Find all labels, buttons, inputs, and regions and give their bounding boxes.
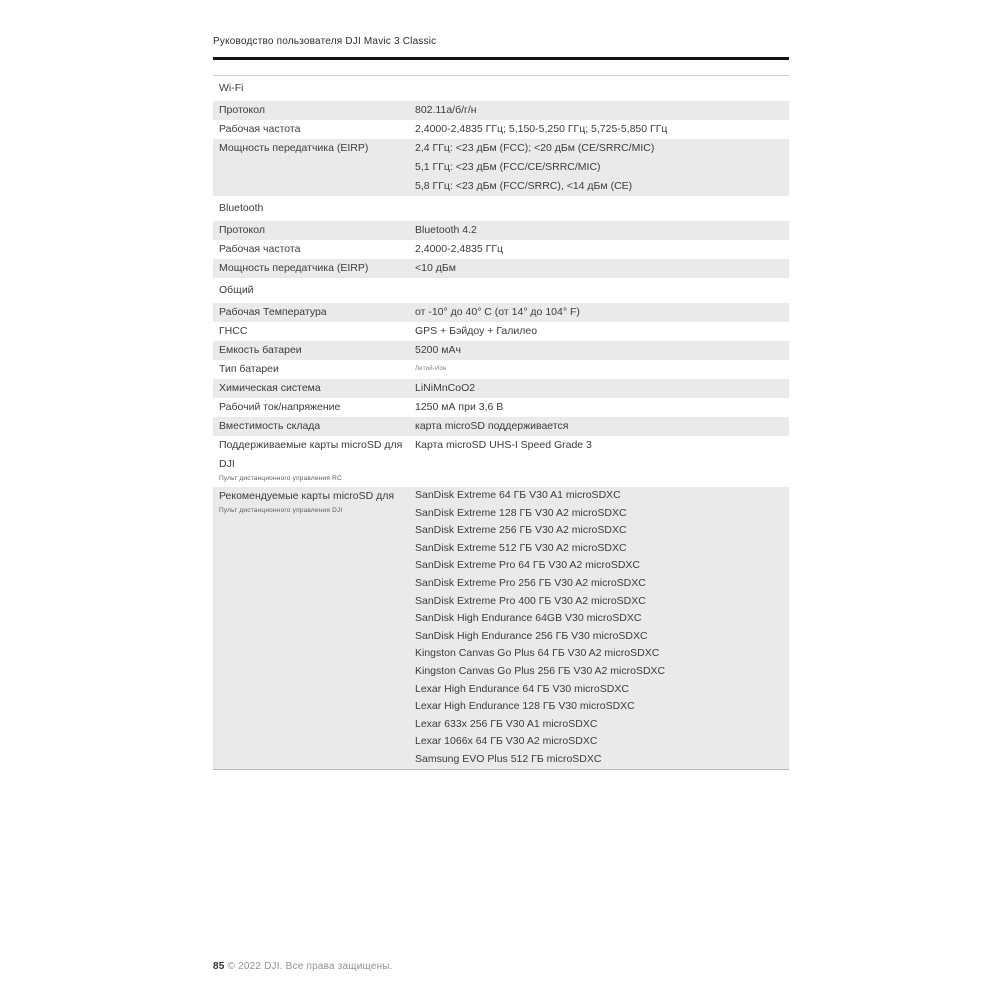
section-label	[213, 281, 254, 300]
spec-label-text: ГНСС	[219, 325, 248, 337]
spec-value	[415, 221, 789, 240]
spec-value	[415, 341, 789, 360]
spec-sublabel-text: Пульт дистанционного управления DJI	[219, 507, 343, 514]
spec-row	[213, 360, 789, 379]
spec-value	[415, 360, 789, 379]
spec-value-line: GPS + Бэйдоу + Галилео	[415, 325, 538, 337]
spec-value	[415, 240, 789, 259]
spec-table	[213, 75, 789, 770]
spec-label	[213, 240, 415, 259]
spec-value-line: 5200 мАч	[415, 344, 461, 356]
spec-label-text: Рабочая Температура	[219, 306, 327, 318]
spec-value-line: SanDisk Extreme Pro 400 ГБ V30 A2 microSDXC	[415, 594, 646, 607]
spec-value-line: 5,8 ГГц: <23 дБм (FCC/SRRC), <14 дБм (CE)	[415, 180, 633, 192]
spec-label	[213, 303, 415, 322]
spec-row	[213, 303, 789, 322]
spec-label	[213, 341, 415, 360]
spec-value-line: SanDisk Extreme 128 ГБ V30 A2 microSDXC	[415, 506, 627, 519]
section-label	[213, 79, 244, 98]
spec-value-line: Kingston Canvas Go Plus 256 ГБ V30 A2 microSDXC	[415, 664, 666, 677]
spec-value-line: SanDisk Extreme 512 ГБ V30 A2 microSDXC	[415, 541, 627, 554]
spec-label-text: Bluetooth	[219, 202, 264, 214]
spec-label-text: Общий	[219, 284, 254, 296]
spec-label	[213, 360, 415, 379]
spec-label-text: Тип батареи	[219, 363, 279, 375]
spec-value-line: Lexar 633x 256 ГБ V30 A1 microSDXC	[415, 717, 598, 730]
spec-value-line: SanDisk Extreme Pro 256 ГБ V30 A2 microSDXC	[415, 576, 646, 589]
spec-value-line: карта microSD поддерживается	[415, 420, 569, 432]
spec-value-line: Kingston Canvas Go Plus 64 ГБ V30 A2 microSDXC	[415, 647, 660, 660]
section-row	[213, 196, 789, 221]
spec-label-text: Емкость батареи	[219, 344, 302, 356]
spec-sublabel-text: Пульт дистанционного управления RC	[219, 475, 342, 482]
spec-label	[213, 398, 415, 417]
spec-value	[415, 139, 789, 196]
spec-row	[213, 259, 789, 278]
spec-row	[213, 487, 789, 769]
spec-value-line: Карта microSD UHS-I Speed Grade 3	[415, 439, 592, 451]
spec-value-line: SanDisk High Endurance 256 ГБ V30 microSDXC	[415, 629, 648, 642]
spec-row	[213, 139, 789, 196]
section-row	[213, 278, 789, 303]
spec-value-line: Samsung EVO Plus 512 ГБ microSDXC	[415, 752, 602, 765]
spec-value-line: Bluetooth 4.2	[415, 224, 477, 236]
spec-label	[213, 436, 415, 487]
spec-value-line: Lexar 1066x 64 ГБ V30 A2 microSDXC	[415, 735, 598, 748]
spec-value	[415, 436, 789, 487]
spec-label	[213, 101, 415, 120]
spec-value	[415, 259, 789, 278]
spec-value-line: Lexar High Endurance 64 ГБ V30 microSDXC	[415, 682, 629, 695]
spec-label-text: Поддерживаемые карты microSD для DJI	[219, 439, 403, 470]
spec-label	[213, 120, 415, 139]
section-label	[213, 199, 263, 218]
page-number: 85	[213, 961, 225, 972]
spec-value	[415, 303, 789, 322]
spec-value-line: 2,4000-2,4835 ГГц; 5,150-5,250 ГГц; 5,725-5,850 ГГц	[415, 123, 668, 135]
spec-value-line: 2,4 ГГц: <23 дБм (FCC); <20 дБм (CE/SRRC/MIC)	[415, 142, 655, 154]
spec-label-text: Wi-Fi	[219, 82, 244, 94]
spec-value-line: SanDisk Extreme Pro 64 ГБ V30 A2 microSDXC	[415, 559, 640, 572]
spec-value	[415, 322, 789, 341]
spec-label-text: Мощность передатчика (EIRP)	[219, 262, 369, 274]
spec-value-line: Lexar High Endurance 128 ГБ V30 microSDXC	[415, 700, 635, 713]
spec-label	[213, 322, 415, 341]
spec-row	[213, 120, 789, 139]
spec-value	[415, 101, 789, 120]
spec-row	[213, 379, 789, 398]
spec-value-line: 1250 мА при 3,6 В	[415, 401, 504, 413]
spec-value-line: от -10° до 40° C (от 14° до 104° F)	[415, 306, 580, 318]
spec-value-line: 5,1 ГГц: <23 дБм (FCC/CE/SRRC/MIC)	[415, 161, 601, 173]
doc-title: Руководство пользователя DJI Mavic 3 Classic	[213, 36, 437, 47]
spec-value-line: LiNiMnCoO2	[415, 382, 476, 394]
spec-label-text: Рабочая частота	[219, 123, 301, 135]
spec-value-line: <10 дБм	[415, 262, 456, 274]
spec-row	[213, 417, 789, 436]
spec-row	[213, 341, 789, 360]
spec-value	[415, 398, 789, 417]
spec-label	[213, 259, 415, 278]
spec-value-line: 2,4000-2,4835 ГГц	[415, 243, 504, 255]
section-row	[213, 76, 789, 101]
spec-value	[415, 417, 789, 436]
spec-label-text: Протокол	[219, 224, 265, 236]
page-footer	[213, 961, 393, 972]
spec-value-line: SanDisk Extreme 64 ГБ V30 A1 microSDXC	[415, 489, 621, 501]
spec-label	[213, 379, 415, 398]
spec-label-text: Рекомендуемые карты microSD для	[219, 490, 395, 502]
spec-label	[213, 487, 415, 769]
spec-value	[415, 120, 789, 139]
copyright-text: © 2022 DJI. Все права защищены.	[227, 961, 393, 972]
spec-label-text: Протокол	[219, 104, 265, 116]
spec-row	[213, 398, 789, 417]
spec-value-line: SanDisk Extreme 256 ГБ V30 A2 microSDXC	[415, 524, 627, 537]
spec-value-line: Литий-Ион	[415, 366, 447, 372]
header-rule	[213, 57, 789, 60]
spec-row	[213, 436, 789, 487]
spec-label-text: Рабочий ток/напряжение	[219, 401, 341, 413]
spec-label-text: Химическая система	[219, 382, 321, 394]
spec-label-text: Вместимость склада	[219, 420, 321, 432]
spec-row	[213, 221, 789, 240]
spec-label	[213, 417, 415, 436]
spec-label-text: Рабочая частота	[219, 243, 301, 255]
spec-row	[213, 101, 789, 120]
spec-label	[213, 221, 415, 240]
spec-label	[213, 139, 415, 196]
spec-value-line: 802.11a/б/г/н	[415, 104, 477, 116]
spec-row	[213, 322, 789, 341]
spec-value	[415, 379, 789, 398]
spec-value-line: SanDisk High Endurance 64GB V30 microSDXC	[415, 612, 642, 625]
spec-label-text: Мощность передатчика (EIRP)	[219, 142, 369, 154]
spec-row	[213, 240, 789, 259]
page-content	[213, 36, 789, 770]
spec-value	[415, 487, 789, 769]
